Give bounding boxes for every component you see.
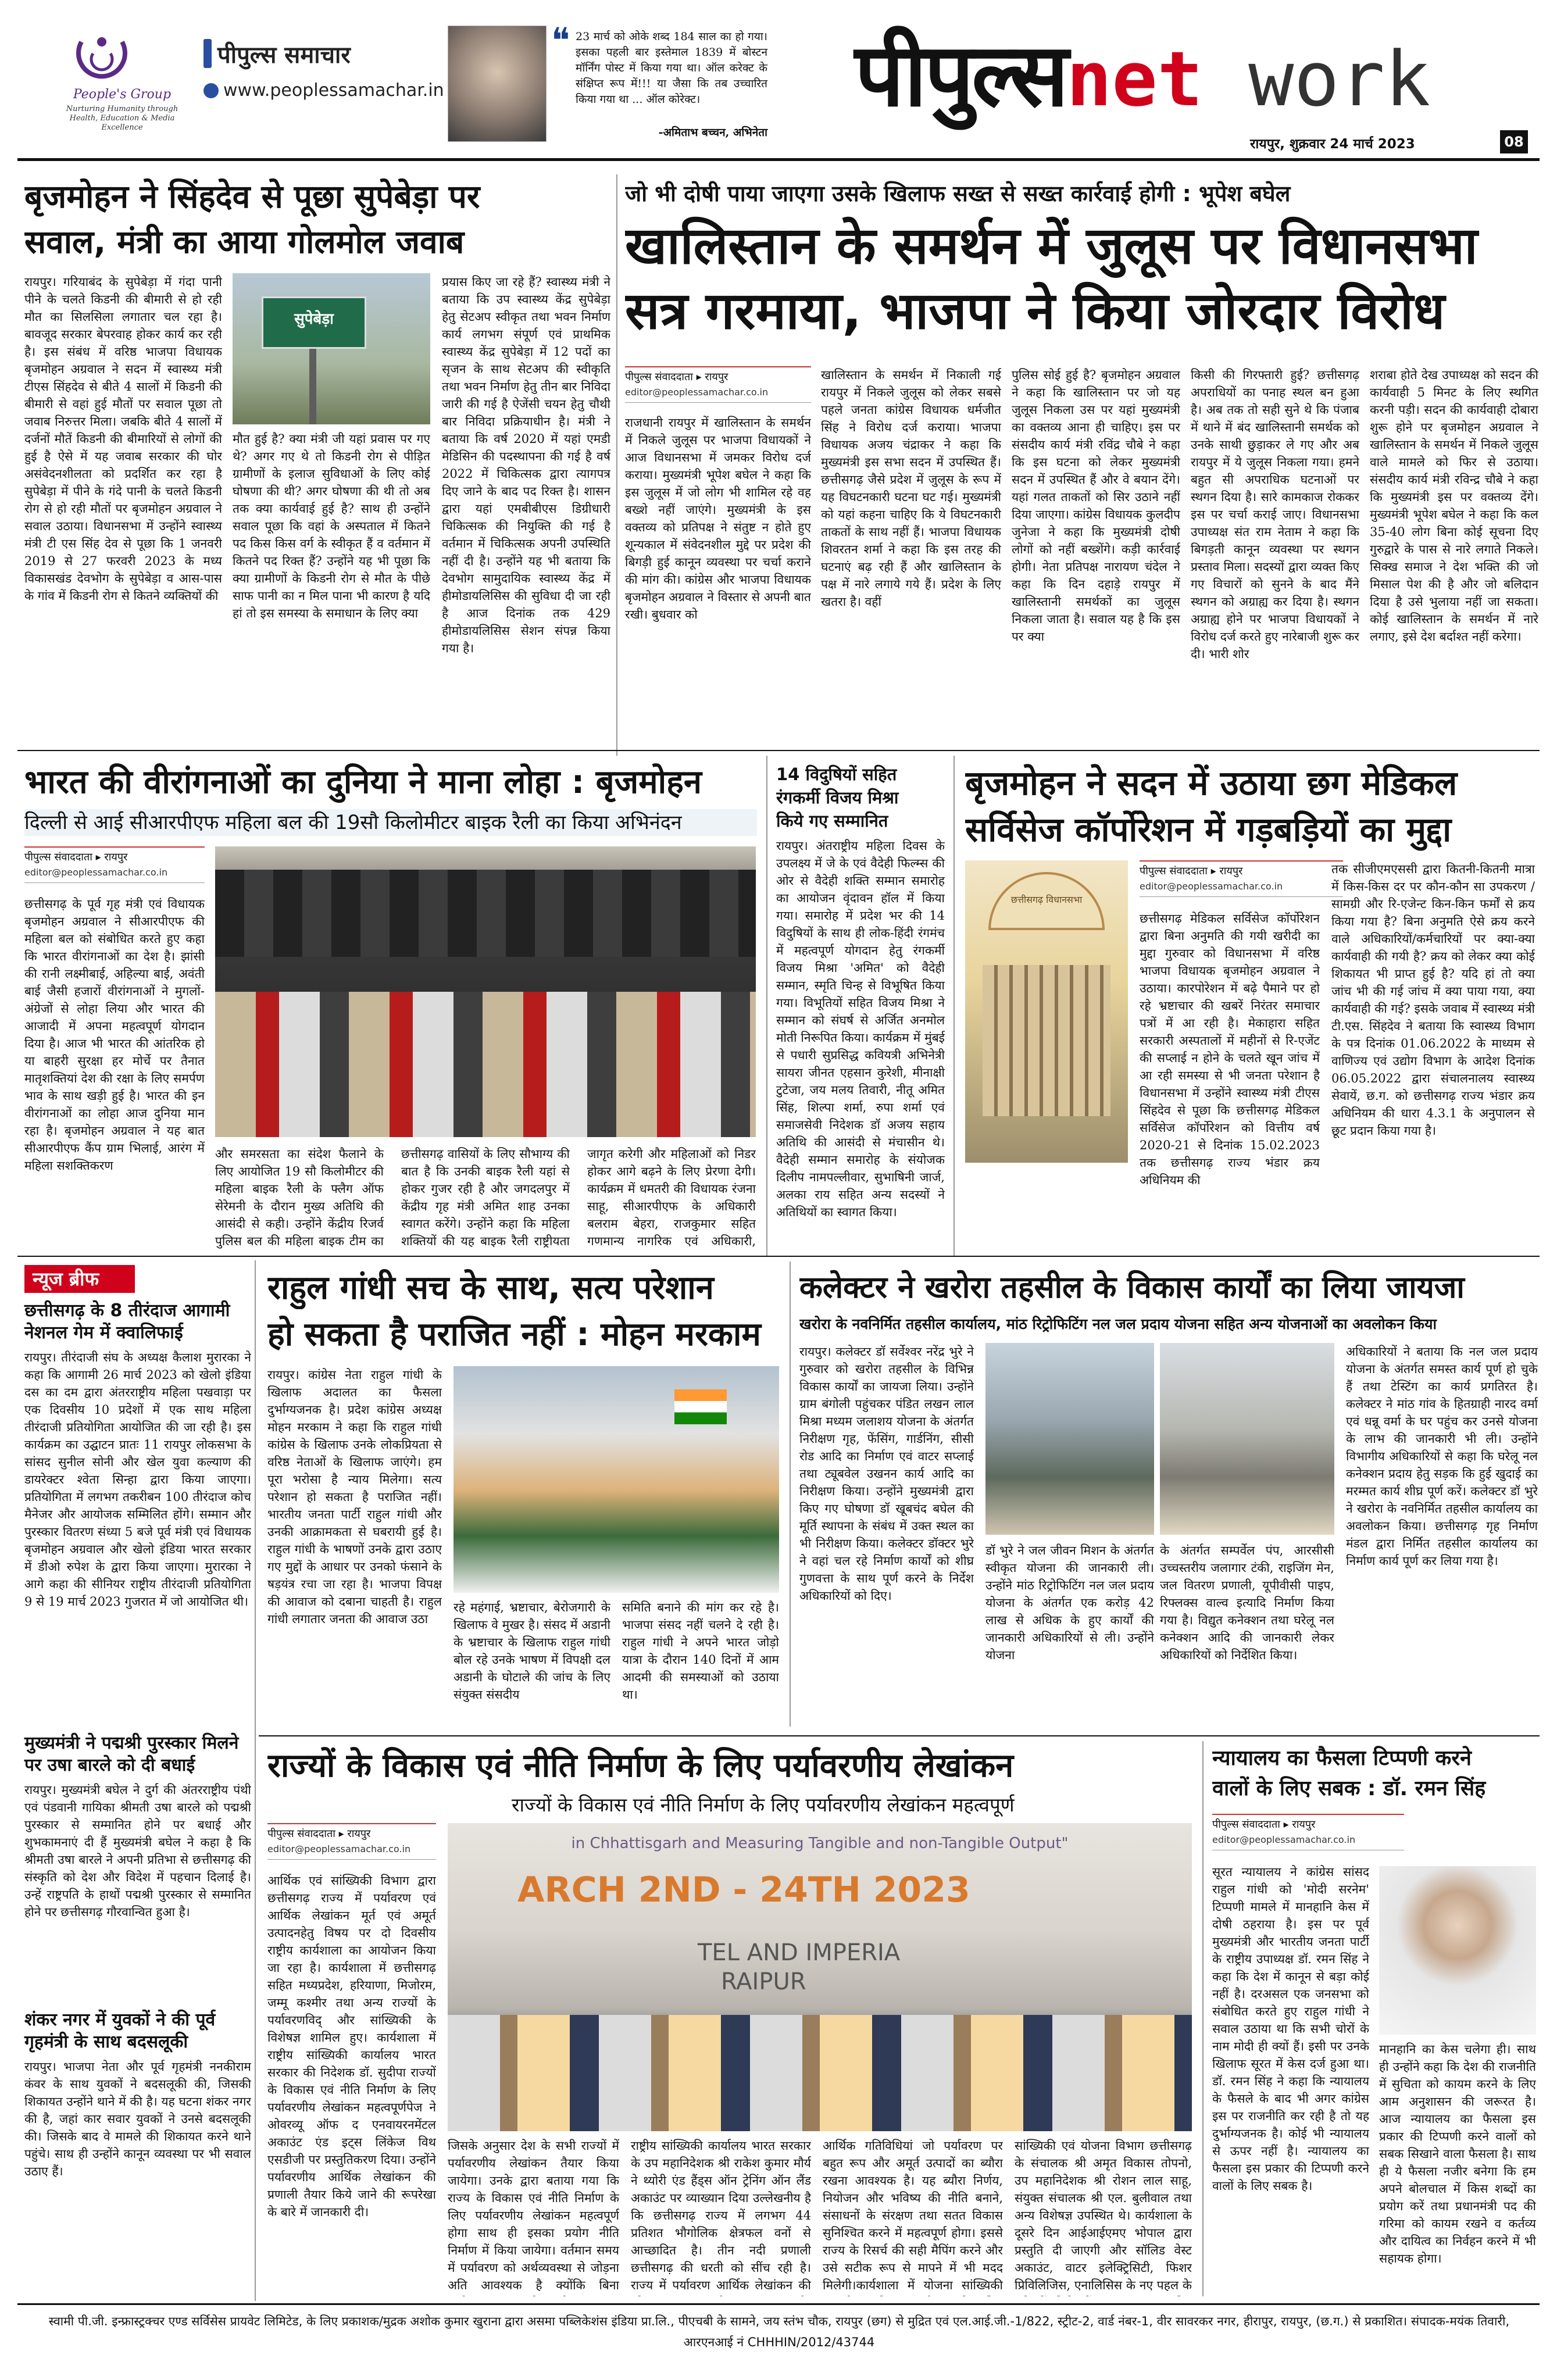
a9-headline-2: वालों के लिए सबक : डॉ. रमन सिंह bbox=[1212, 1777, 1486, 1800]
a1-headline-2: सवाल, मंत्री का आया गोलमोल जवाब bbox=[24, 223, 465, 260]
a1-col-2: मौत हुई है? क्या मंत्री जी यहां प्रवास पर गए थे? अगर गए थे तो किडनी रोग से पीड़ित ग्रामीणों के इलाज सुविधाओं के लिए कोई घोषणा की थी? अगर घोषणा की थी तो अब तक क्या कार्यवाई हुई है? साथ ही उन्होंने सवाल पूछा कि वहां के अस्पताल में कितने पद किस किस वर्ग के स्वीकृत हैं व वर्तमान में कितने पद रिक्त हैं? उन्होंने यह भी पूछा कि क्या ग्रामीणों के किडनी रोग से मौत के पीछे साफ पानी का न मिल पाना भी कारण है यदि हां तो इस समस्या के समाधान के लिए क्या bbox=[233, 432, 430, 620]
a9-col-2: मानहानि का केस चलेगा ही। साथ ही उन्होंने कहा कि देश की राजनीति में सुचिता को कायम करने के लिए आम अनुशासन की जरूरत है। आज न्यायालय का फैसला इस प्रकार की टिप्पणी करने वालों को सबक सिखाने वाला फैसला है। साथ ही ये फैसला नजीर बनेगा कि हम अपने बोलचाल में किस शब्दों का प्रयोग करें तथा प्रधानमंत्री पद की गरिमा को कायम रखने व कर्तव्य और दायित्व का निर्वहन करने में भी सहायक होगा। bbox=[1379, 2042, 1536, 2265]
a6-col-2: रहे महंगाई, भ्रष्टाचार, बेरोजगारी के खिलाफ वे मुखर है। संसद में अडानी के भ्रष्टाचार के खिलाफ राहुल गांधी बोल रहे उनके भाषण में विपक्षी दल अडानी के घोटाले की जांच के लिए संयुक्त संसदीय bbox=[453, 1600, 610, 1702]
a3-headline: भारत की वीरांगनाओं का दुनिया ने माना लोहा : बृजमोहन bbox=[24, 763, 702, 801]
a8-col-1: आर्थिक एवं सांख्यिकी विभाग द्वारा छत्तीसगढ़ राज्य में पर्यावरण एवं आर्थिक लेखांकन मूर्त एवं अमूर्त उत्पादनहेतु विषय पर दो दिवसीय राष्ट्रीय कार्यशाला का आयोजन किया जा रहा है। कार्यशाला में छत्तीसगढ़ सहित मध्यप्रदेश, हरियाणा, मिजोरम, जम्मू कश्मीर तथा अन्य राज्यों के पर्यावरणविद् और सांख्यिकी के विशेषज्ञ शामिल हुए। कार्यशाला में राष्ट्रीय सांख्यिकी कार्यालय भारत सरकार की निदेशक डॉ. सुदीपा राज्यों के विकास एवं नीति निर्माण के लिए पर्यावरणीय लेखांकन महत्वपूर्णपेज ने ओवरव्यू ऑफ द एनवायरनमेंटल अकाउंट एंड इट्स लिंकेज विथ एसडीजी पर प्रस्तुतिकरण दिया। उन्होंने पर्यावरणीय आर्थिक लेखांकन की प्रणाली तैयार किये जाने की रूपरेखा के बारे में जानकारी दी। bbox=[267, 1874, 436, 2219]
a6-col-1: रायपुर। कांग्रेस नेता राहुल गांधी के खिलाफ अदालत का फैसला दुर्भाग्यजनक है। प्रदेश कांग्रेस अध्यक्ष मोहन मरकाम ने कहा कि राहुल गांधी कांग्रेस के खिलाफ उनके लोकप्रियता से वरिष्ठ नेताओं के खिलाफ जाएंगे। हम पूरा भरोसा है न्याय मिलेगा। सत्य परेशान हो सकता है पराजित नहीं। भारतीय जनता पार्टी राहुल गांधी और उनकी आक्रामकता से घबरायी हुई है। राहुल गांधी के भाषणों उनके द्वारा उठाए गए मुद्दों के आधार पर उनको फंसाने के षड़यंत्र रचा जा रहा है। भाजपा विपक्ष की आवाज को दबाना चाहती है। राहुल गांधी लगातार जनता की आवाज उठा bbox=[267, 1368, 442, 1626]
a5-col-1-main: छत्तीसगढ़ मेडिकल सर्विसेज कॉर्पोरेशन द्वारा बिना अनुमति की गयी खरीदी का मुद्दा गुरुवार को विधानसभा में वरिष्ठ भाजपा विधायक बृजमोहन अग्रवाल ने उठाया। कारपोरेशन में बढ़े पैमाने पर हो रहे भ्रष्टाचार की खबरें निरंतर समाचार पत्रों में आ रही है। मेकाहारा सहित सरकारी अस्पतालों में महीनों से रि-एजेंट की सप्लाई न होने के चलते खून जांच में आ रही समस्या से भी जनता परेशान है विधानसभा में उन्होंने स्वास्थ्य मंत्री टीएस सिंहदेव से पूछा कि छत्तीसगढ़ मेडिकल सर्विसेज कॉर्पोरेशन को वित्तीय वर्ष 2020-21 से दिनांक 15.02.2023 तक छत्तीसगढ़ राज्य भंडार क्रय अधिनियम की bbox=[1140, 912, 1320, 1187]
a7-photo-collector-visit-1 bbox=[985, 1343, 1154, 1535]
a2-byline-name: पीपुल्स संवाददाता bbox=[625, 371, 693, 383]
rule-a8-a9 bbox=[1202, 1741, 1204, 2296]
footer-imprint: स्वामी पी.जी. इन्फ्रास्ट्रक्चर एण्ड सर्विसेस प्रायवेट लिमिटेड, के लिए प्रकाशक/मुद्रक अशोक कुमार खुराना द्वारा असमा पब्लिकेशंस इंडिया प्रा.लि., पीएचबी के सामने, जय स्तंभ चौक, रायपुर (छग) से मुद्रित एवं एल.आई.जी.-1/822, स्ट्रीट-2, वार्ड नंबर-1, वीर सावरकर नगर, हीरापुर, रायपुर, (छ.ग.) से प्रकाशित। संपादक-मयंक तिवारी, आरएनआई नं CHHHIN/2012/43744 bbox=[48, 2314, 1510, 2349]
masthead-rule bbox=[17, 158, 1540, 161]
a2-kicker: जो भी दोषी पाया जाएगा उसके खिलाफ सख्त से सख्त कार्रवाई होगी : भूपेश बघेल bbox=[625, 181, 1291, 206]
a9-headline-1: न्यायालय का फैसला टिप्पणी करने bbox=[1212, 1746, 1472, 1770]
a7-headline: कलेक्टर ने खरोरा तहसील के विकास कार्यों का लिया जायजा bbox=[799, 1270, 1465, 1305]
a5-photo-vidhansabha bbox=[965, 860, 1128, 1163]
a8-byline: पीपुल्स संवाददाता ▸ रायपुर editor@peoplessamachar.co.in bbox=[267, 1823, 436, 1860]
signboard bbox=[262, 296, 366, 349]
a9-byline: पीपुल्स संवाददाता ▸ रायपुर editor@peoplessamachar.co.in bbox=[1212, 1814, 1404, 1850]
a1-col-1: रायपुर। गरियाबंद के सुपेबेड़ा में गंदा पानी पीने के चलते किडनी की बीमारी से हो रही मौत का सिलसिला लगातार चल रहा है। बावजूद सरकार बेपरवाह होकर कार्य कर रही है। इस संबंध में वरिष्ठ भाजपा विधायक बृजमोहन अग्रवाल ने सदन में स्वास्थ्य मंत्री टीएस सिंहदेव से बीते 4 सालों में किडनी की बीमारी से वहां हुई मौतों पर सवाल पूछा तो जवाब निरुत्तर मिला। जबकि बीते 4 सालों में दर्जनों मौतें किडनी की बीमारियों से लोगों की हुई है ऐसे में यह जवाब सरकार की घोर असंवेदनशीलता को प्रदर्शित कर रहा है सुपेबेड़ा में पीने के गंदे पानी के चलते किडनी रोग से हो रही मौतों पर बृजमोहन अग्रवाल ने सवाल उठाया। विधानसभा में उन्होंने स्वास्थ्य मंत्री टी एस सिंह देव से पूछा कि 1 जनवरी 2019 से 27 फरवरी 2023 के मध्य विकासखंड देवभोग के सुपेबेड़ा व आस-पास के गांव में किडनी रोग से कितने व्यक्तियों की bbox=[24, 275, 222, 603]
protest-flag bbox=[674, 1389, 727, 1424]
a4-headline-2: रंगकर्मी विजय मिश्रा bbox=[776, 788, 899, 807]
paper-mark-icon bbox=[203, 39, 212, 68]
brief-item-2-heading: मुख्यमंत्री ने पद्मश्री पुरस्कार मिलने पर उषा बारले को दी बधाई bbox=[24, 1733, 239, 1775]
a2-col-2: खालिस्तान के समर्थन में निकाली गई रायपुर में निकले जुलूस को लेकर सबसे पहले जनता कांग्रेस विधायक धर्मजीत सिंह ने विरोध दर्ज कराया। भाजपा विधायक अजय चंद्राकर ने कहा कि मुख्यमंत्री इस सभा सदन में उपस्थित हैं। छत्तीसगढ़ जैसे प्रदेश में जुलूस के रूप में यह विघटनकारी घटना घट गई। मुख्यमंत्री को यहां कहना चाहिए कि ये विघटनकारी ताकतों के साथ नहीं हैं। भाजपा विधायक शिवरतन शर्मा ने कहा कि इस तरह की घटनाएं बढ़ रही हैं और खालिस्तान के पक्ष में नारे लगाये गये हैं। प्रदेश के लिए खतरा है। वहीं bbox=[821, 368, 1001, 609]
rule-a3-a4 bbox=[766, 756, 767, 1256]
crowd-row-2 bbox=[215, 992, 756, 1137]
a6-photo-congress-protest bbox=[453, 1366, 779, 1593]
group-name: People's Group bbox=[73, 87, 172, 102]
quote-portrait bbox=[448, 26, 547, 142]
workshop-banner-line-1: in Chhattisgarh and Measuring Tangible and non-Tangible Output" bbox=[571, 1835, 1069, 1852]
a2-col-1: राजधानी रायपुर में खालिस्तान के समर्थन में निकले जुलूस पर भाजपा विधायकों ने आज विधानसभा में जमकर विरोध दर्ज कराया। मुख्यमंत्री भूपेश बघेल ने कहा कि इस जुलूस में जो लोग भी शामिल रहे वह बख्शे नहीं जाएंगे। मुख्यमंत्री के इस वक्तव्य को प्रतिपक्ष ने संतुष्ट न होते हुए शून्यकाल में संवेदनशील मुद्दे पर प्रदेश की बिगड़ी हुई कानून व्यवस्था पर चर्चा कराने की मांग की। कांग्रेस और भाजपा विधायक बृजमोहन अग्रवाल ने विस्तार से अपनी बात रखी। बुधवार को bbox=[625, 416, 811, 621]
a8-col-4: आर्थिक गतिविधियां जो पर्यावरण पर बहुत रूप और अमूर्त उत्पादों का ब्यौरा रखना आवश्यक है। यह ब्यौरा निर्णय, नियोजन और भविष्य की नीति बनाने, संसाधनों के संरक्षण तथा सतत विकास सुनिश्चित करने में महत्वपूर्ण होगा। इससे राज्य के रिसर्च की सही मैपिंग करने और उसे सटीक रूप से मापने में भी मदद मिलेगी।कार्यशाला में योजना सांख्यिकी bbox=[823, 2139, 1003, 2292]
rule-row-1 bbox=[17, 750, 1540, 751]
dateline: रायपुर, शुक्रवार 24 मार्च 2023 bbox=[1250, 137, 1415, 152]
brief-item-3-text: रायपुर। भाजपा नेता और पूर्व गृहमंत्री ननकीराम कंवर के साथ युवकों ने बदसलूकी की, जिसकी शिकायत उन्होंने थाने में की है। यह घटना शंकर नगर की है, जहां कार सवार युवकों ने उनसे बदसलूकी की। जिसके बाद वे मामले की शिकायत करने थाने पहुंचे। साथ ही उन्होंने कानून व्यवस्था पर भी सवाल उठाए हैं। bbox=[24, 2060, 251, 2178]
workshop-banner-line-2: ARCH 2ND - 24TH 2023 bbox=[517, 1870, 970, 1910]
workshop-panel bbox=[448, 2015, 1192, 2131]
a5-byline: पीपुल्स संवाददाता ▸ रायपुर editor@peoplessamachar.co.in bbox=[1140, 860, 1343, 897]
a5-headline-2: सर्विसेज कॉर्पोरेशन में गड़बड़ियों का मुद्दा bbox=[965, 810, 1452, 849]
a3-col-3: छत्तीसगढ़ वासियों के लिए सौभाग्य की बात है कि उनकी बाइक रैली यहां से होकर गुजर रही है और जगदलपुर में केंद्रीय गृह मंत्री अमित शाह उनका स्वागत करेंगे। उन्होंने कहा कि महिला शक्तियों की यह बाइक रैली राष्ट्रीयता bbox=[401, 1147, 570, 1248]
a2-col-4: किसी की गिरफ्तारी हुई? छत्तीसगढ़ अपराधियों का पनाह स्थल बन हुआ है। अब तक तो सही सुने थे कि पंजाब में थाने में बंद खालिस्तानी समर्थक को उनके साथी छुड़ाकर ले गए और अब रायपुर में ये जुलूस निकला गया। हमने बहुत सी अपराधिक घटनाओं पर स्थगन दिया है। सारे कामकाज रोककर इस पर चर्चा कराई जाए। विधानसभा उपाध्यक्ष संत राम नेताम ने कहा कि बिगड़ती कानून व्यवस्था पर स्थगन प्रस्ताव मिला। सदस्यों द्वारा व्यक्त किए गए विचारों को सुनने के बाद मैंने स्थगन को अग्राह्य कर दिया है। स्थगन अग्राह्य होने पर भाजपा विधायकों ने विरोध दर्ज करते हुए नारेबाजी शुरू कर दी। भारी शोर bbox=[1191, 368, 1359, 661]
a8-col-2: जिसके अनुसार देश के सभी राज्यों में पर्यावरणीय लेखांकन तैयार किया जायेगा। उनके द्वारा बताया गया कि राज्य के विकास एवं नीति निर्माण के लिए पर्यावरणीय लेखांकन महत्वपूर्ण होगा साथ ही इसका प्रयोग नीति निर्माण में किया जायेगा। वर्तमान समय में पर्यावरण को अर्थव्यवस्था से जोड़ना अति आवश्यक है क्योंकि बिना bbox=[448, 2139, 619, 2292]
paper-name: पीपुल्स समाचार bbox=[217, 41, 351, 69]
quote-author: -अमिताभ बच्चन, अभिनेता bbox=[658, 126, 767, 139]
paper-logo bbox=[203, 36, 424, 71]
a6-headline-1: राहुल गांधी सच के साथ, सत्य परेशान bbox=[267, 1269, 714, 1307]
a6-headline-2: हो सकता है पराजित नहीं : मोहन मरकाम bbox=[267, 1316, 761, 1353]
page-number: 08 bbox=[1500, 130, 1528, 153]
a4-headline-1: 14 विदुषियों सहित bbox=[776, 764, 897, 784]
a6-col-3: समिति बनाने की मांग कर रहे है। भाजपा संसद नहीं चलने दे रही है। राहुल गांधी ने अपने भारत जोड़ो यात्रा के दौरान 140 दिनों में आम आदमी की समस्याओं को उठाया था। bbox=[622, 1600, 779, 1702]
a7-subheadline: खरोरा के नवनिर्मित तहसील कार्यालय, मांठ रिट्रोफिटिंग नल जल प्रदाय योजना सहित अन्य योजनाओं का अवलोकन किया bbox=[799, 1316, 1437, 1332]
a2-headline-1: खालिस्तान के समर्थन में जुलूस पर विधानसभा bbox=[625, 216, 1478, 276]
brand-logo bbox=[855, 17, 1430, 134]
a5-col-3: तक सीजीएमएससी द्वारा कितनी-कितनी मात्रा में किस-किस दर पर कौन-कौन सा उपकरण / सामग्री और रि-एजेन्ट किन-किन फर्मों से क्रय किया गया है? बिना अनुमति ऐसे क्रय करने वाले अधिकारियों/कर्मचारियों पर क्या-क्या कार्यवाही की गयी है? क्रय को लेकर क्या कोई शिकायत भी प्राप्त हुई है? यदि हां तो क्या जांच भी की गई जांच में क्या पाया गया, क्या कार्यवाही की गई? इसके जवाब में स्वास्थ्य मंत्री टी.एस. सिंहदेव ने बताया कि स्वास्थ्य विभाग के पत्र दिनांक 01.06.2022 के माध्यम से वाणिज्य एवं उद्योग विभाग के आदेश दिनांक 06.05.2022 द्वारा संचालनालय स्वास्थ्य सेवायें, छ.ग. को छत्तीसगढ़ राज्य भंडार क्रय अधिनियम की धारा 4.3.1 के अनुपालन से छूट प्रदान किया गया है। bbox=[1331, 862, 1535, 1138]
quote-mark-icon: ❝ bbox=[551, 20, 570, 61]
a8-subheadline: राज्यों के विकास एवं नीति निर्माण के लिए पर्यावरणीय लेखांकन महत्वपूर्ण bbox=[512, 1793, 1015, 1816]
a7-col-1: रायपुर। कलेक्टर डॉ सर्वेश्वर नरेंद्र भुरे ने गुरुवार को खरोरा तहसील के विभिन्न विकास कार्यों का जायजा लिया। उन्होंने ग्राम बंगोली पहुंचकर पंडित लखन लाल मिश्रा मध्यम जलाशय योजना के अंतर्गत निरीक्षण गृह, फेंसिंग, गार्डनिंग, सीसी रोड आदि का निर्माण एवं वाटर सप्लाई तथा ट्यूबवेल उखनन कार्य आदि का निरीक्षण किया। उन्होंने मुख्यमंत्री द्वारा किए गए घोषणा डॉ खूबचंद बघेल की मूर्ति स्थापना के संबंध में उक्त स्थल का भी निरीक्षण किया। कलेक्टर डॉक्टर भुरे ने वहां चल रहे निर्माण कार्यों को शीघ्र गुणवत्ता के साथ पूर्ण करने के निर्देश अधिकारियों को दिए। bbox=[799, 1345, 974, 1603]
a3-byline-city: रायपुर bbox=[104, 851, 128, 863]
a3-col-4: जागृत करेगी और महिलाओं को निडर होकर आगे बढ़ने के लिए प्रेरणा देगी। कार्यक्रम में धमतरी की विधायक रंजना साहू, सीआरपीएफ के अधिकारी बलराम बेहरा, राजकुमार सहित गणमान्य नागरिक एवं अधिकारी, bbox=[587, 1147, 756, 1248]
news-brief-title: न्यूज ब्रीफ bbox=[24, 1265, 135, 1293]
a3-byline-email: editor@peoplessamachar.co.in bbox=[24, 867, 168, 878]
signboard-post bbox=[309, 349, 316, 424]
a3-byline-name: पीपुल्स संवाददाता bbox=[24, 851, 92, 863]
signboard-text: सुपेबेड़ा bbox=[294, 310, 334, 328]
website-text: www.peoplessamachar.in bbox=[223, 80, 444, 101]
website-link[interactable] bbox=[203, 80, 444, 101]
rule-a4-a5 bbox=[954, 756, 955, 1256]
group-tagline: Nurturing Humanity through Health, Education & Media Excellence bbox=[66, 105, 178, 132]
a5-byline-name: पीपुल्स संवाददाता bbox=[1140, 865, 1208, 877]
workshop-banner-line-3: TEL AND IMPERIA bbox=[698, 1939, 901, 1966]
rule-a6-a7 bbox=[790, 1262, 791, 1727]
brand-work: work bbox=[1202, 35, 1431, 123]
brief-item-1-text: रायपुर। तीरंदाजी संघ के अध्यक्ष कैलाश मुरारका ने कहा कि आगामी 26 मार्च 2023 को खेलो इंडिया दस का दम द्वारा अंतरराष्ट्रीय महिला पखवाड़ा पर एक दिवसीय 10 प्रदेशों में एक साथ महिला तीरंदाजी प्रतियोगिता आयोजित की जा रही है। इस कार्यक्रम का उद्घाटन प्रातः 11 रायपुर लोकसभा के सांसद सुनील सोनी और खेल युवा कल्याण की डायरेक्टर श्वेता सिन्हा द्वारा किया जाएगा। प्रतियोगिता में लगभग तकरीबन 100 तीरंदाज कोच मैनेजर और आयोजक सम्मिलित होंगे। सम्मान और पुरस्कार वितरण संध्या 5 बजे पूर्व मंत्री एवं विधायक बृजमोहन अग्रवाल और खेलो इंडिया भारत सरकार में डीओ रुपेश के द्वारा किया जाएगा। मुरारका ने आगे कहा की सीनियर राष्ट्रीय तीरंदाजी प्रतियोगिता 9 से 19 मार्च 2023 गुजरात में जो आयोजित थी। bbox=[24, 1350, 251, 1609]
a7-photo-collector-visit-2 bbox=[1160, 1343, 1334, 1535]
a5-headline-1: बृजमोहन ने सदन में उठाया छग मेडिकल bbox=[965, 763, 1458, 803]
a3-subheadline: दिल्ली से आई सीआरपीएफ महिला बल की 19सौ किलोमीटर बाइक रैली का किया अभिनंदन bbox=[24, 809, 757, 836]
a9-byline-email: editor@peoplessamachar.co.in bbox=[1212, 1834, 1356, 1845]
a9-col-1: सूरत न्यायालय ने कांग्रेस सांसद राहुल गांधी को 'मोदी सरनेम' टिप्पणी मामले में मानहानि केस में दोषी ठहराया है। इस पर पूर्व मुख्यमंत्री और भारतीय जनता पार्टी के राष्ट्रीय उपाध्यक्ष डॉ. रमन सिंह ने कहा कि देश में कानून से बड़ा कोई नहीं है। दरअसल एक जनसभा को संबोधित करते हुए राहुल गांधी ने सवाल उठाया था कि सभी चोरों के नाम मोदी ही क्यों हैं। इसी पर उनके खिलाफ सूरत में केस दर्ज हुआ था। डॉ. रमन सिंह ने कहा कि न्यायालय के फैसले के बाद भी अगर कांग्रेस इस पर राजनीति कर रही है तो यह दुर्भाग्यजनक है। कोई भी न्यायालय से ऊपर नहीं है। न्यायालय का फैसला इस प्रकार की टिप्पणी करने वालों के लिए सबक है। bbox=[1212, 1865, 1369, 2193]
a8-headline: राज्यों के विकास एवं नीति निर्माण के लिए पर्यावरणीय लेखांकन bbox=[267, 1747, 1014, 1785]
assembly-emblem-text: छत्तीसगढ़ विधानसभा bbox=[1010, 894, 1083, 905]
a1-headline-1: बृजमोहन ने सिंहदेव से पूछा सुपेबेड़ा पर bbox=[24, 178, 480, 215]
brand-main: पीपुल्स bbox=[855, 25, 1067, 126]
peoples-group-logo-icon bbox=[70, 36, 134, 88]
rule-row-2 bbox=[17, 1256, 1540, 1257]
a2-byline-city: रायपुर bbox=[705, 371, 728, 383]
workshop-banner-line-4: RAIPUR bbox=[721, 1968, 806, 1995]
rule-a1-a2 bbox=[616, 174, 617, 756]
a8-byline-email: editor@peoplessamachar.co.in bbox=[267, 1843, 411, 1854]
rule-row-3 bbox=[259, 1735, 1540, 1736]
a3-byline: पीपुल्स संवाददाता ▸ रायपुर editor@peoplessamachar.co.in bbox=[24, 846, 205, 883]
quote-text: 23 मार्च को ओके शब्द 184 साल का हो गया। इसका पहली बार इस्तेमाल 1839 में बोस्टन मॉर्निंग पोस्ट में किया गया था। ऑल करेक्ट के संक्षिप्त रूप में!!! या जैसा कि तब उच्चारित किया गया था ... ऑल कोरेक्ट। bbox=[576, 30, 767, 106]
a8-photo-workshop-stage bbox=[448, 1823, 1192, 2131]
a5-byline-city: रायपुर bbox=[1219, 865, 1243, 877]
a2-col-3: पुलिस सोई हुई है? बृजमोहन अग्रवाल ने कहा कि खालिस्तान पर जो यह जुलूस निकला उस पर यहां मुख्यमंत्री का वक्तव्य आना ही चाहिए। इस पर संसदीय कार्य मंत्री रविंद्र चौबे ने कहा कि इस घटना को लेकर मुख्यमंत्री सदन में उपस्थित हैं और वे बयान देंगे। यहां गलत ताकतों को सिर उठाने नहीं दिया जाएगा। कांग्रेस विधायक कुलदीप जुनेजा ने कहा कि मुख्यमंत्री दोषी लोगों को नहीं बख्शेंगे। कड़ी कार्रवाई होगी। नेता प्रतिपक्ष नारायण चंदेल ने कहा कि दिन दहाड़े रायपुर में खालिस्तानी समर्थकों का जुलूस निकला जाता है। सवाल यह है कि इस पर क्या bbox=[1012, 368, 1180, 644]
a4-col-1: रायपुर। अंतराष्ट्रीय महिला दिवस के उपलक्ष्य में जे के एवं वैदेही फिल्म्स की ओर से वैदेही शक्ति सम्मान समारोह का आयोजन वृंदावन हॉल में किया गया। समारोह में प्रदेश भर की 14 विदुषियों के साथ ही लोक-हिंदी रंगमंच में महत्वपूर्ण योगदान हेतु रंगकर्मी विजय मिश्रा 'अमित' को वैदेही सम्मान, स्मृति चिन्ह से विभूषित किया गया। विभूतियों सहित विजय मिश्रा ने सम्मान को संघर्ष से अर्जित अनमोल मोती निरूपित किया। कार्यक्रम में मुंबई से पधारी सुप्रसिद्ध कवियत्री अभिनेत्री सायरा जीनत एहसान कुरेशी, मीनाक्षी टुटेजा, जय मलय तिवारी, नीतू अमित सिंह, शिल्पा शर्मा, रुपा शर्मा एवं समाजसेवी निदेशक डॉ अजय सहाय अतिथि की आसंदी से मंचासीन थे। वैदेही सम्मान समारोह के संयोजक दिलीप नामपल्लीवार, सुभाषिनी जार्ज, अलका राय सहित अन्य सदस्यों ने अतिथियों का स्वागत किया। bbox=[776, 839, 945, 1219]
assembly-building bbox=[983, 965, 1110, 1116]
a3-col-2: और समरसता का संदेश फैलाने के लिए आयोजित 19 सौ किलोमीटर की महिला बाइक रैली के फ्लैग ऑफ सेरेमनी के दौरान मुख्य अतिथि की आसंदी से कही। उन्होंने केंद्रीय रिजर्व पुलिस बल की महिला बाइक टीम का bbox=[215, 1147, 384, 1248]
a5-byline-email: editor@peoplessamachar.co.in bbox=[1140, 881, 1283, 892]
a7-col-3: के अंतर्गत सम्पर्वेल पंप, आरसीसी उच्चस्तरीय जलागार टंकी, राइजिंग मेन, जल वितरण प्रणाली, यूपीवीसी पाइप, रिफ्लक्स वाल्व इत्यादि निर्माण किया गया है। विद्युत कनेक्शन तथा घरेलू नल कनेक्शन आदि की जानकारी लेकर अधिकारियों को निर्देशित किया। bbox=[1160, 1543, 1334, 1662]
a4-headline-3: किये गए सम्मानित bbox=[776, 811, 888, 831]
a8-col-5: सांख्यिकी एवं योजना विभाग छत्तीसगढ़ के संचालक श्री अमृत विकास तोपनो, उप महानिदेशक श्री रोशन लाल साहू, संयुक्त संचालक श्री एल. बुलीवाल तथा अन्य विशेषज्ञ उपस्थित थे। कार्यशाला के दूसरे दिन आईआईएमए भोपाल द्वारा प्रस्तुति दी जाएगी और सॉलिड वेस्ट अकाउंट, वाटर इलेक्ट्रिसिटी, फिशर प्रिविलिजिस, एनालिसिस के नए पहल के bbox=[1015, 2139, 1192, 2292]
a8-byline-city: रायपुर bbox=[347, 1828, 371, 1840]
a9-byline-name: पीपुल्स संवाददाता bbox=[1212, 1818, 1280, 1831]
a8-byline-name: पीपुल्स संवाददाता bbox=[267, 1828, 335, 1840]
a2-byline-email: editor@peoplessamachar.co.in bbox=[625, 387, 769, 398]
crowd-row-1 bbox=[215, 870, 756, 957]
a3-photo-crpf-team bbox=[215, 846, 756, 1137]
brief-item-1-heading: छत्तीसगढ़ के 8 तीरंदाज आगामी नेशनल गेम में क्वालिफाई bbox=[24, 1300, 230, 1343]
brand-net: net bbox=[1066, 35, 1203, 123]
globe-icon bbox=[203, 83, 219, 98]
footer-rule bbox=[17, 2303, 1540, 2305]
a2-col-5: शराबा होते देख उपाध्यक्ष को सदन की कार्यवाही 5 मिनट के लिए स्थगित करनी पड़ी। सदन की कार्यवाही दोबारा शुरू होने पर बृजमोहन अग्रवाल ने खालिस्तान के समर्थन में निकले जुलूस वाले मामले को फिर से उठाया। संसदीय कार्य मंत्री रविन्द्र चौबे ने कहा कि मुख्यमंत्री इस पर वक्तव्य देंगे। मुख्यमंत्री भूपेश बघेल ने कहा कि कल 35-40 लोग बिना कोई सूचना दिए गुरुद्वारे के पास से नारे लगाते निकले। सिक्ख समाज ने देश भक्ति की जो मिसाल पेश की है और जो बलिदान दिया है उसे भुलाया नहीं जा सकता। कोई खालिस्तान के समर्थन में नारे लगाए, इसे देश बर्दाश्त नहीं करेगा। bbox=[1370, 368, 1538, 644]
a2-headline-2: सत्र गरमाया, भाजपा ने किया जोरदार विरोध bbox=[625, 281, 1445, 341]
a7-col-2: डॉ भुरे ने जल जीवन मिशन के अंतर्गत स्वीकृत योजना की जानकारी ली। उन्होंने मांठ रिट्रोफिटिंग नल जल प्रदाय योजना के अंतर्गत एक करोड़ 42 लाख से अधिक के हुए कार्यों की जानकारी अधिकारियों से ली। उन्होंने योजना bbox=[985, 1543, 1154, 1662]
brief-item-2-text: रायपुर। मुख्यमंत्री बघेल ने दुर्ग की अंतरराष्ट्रीय पंथी एवं पंडवानी गायिका श्रीमती उषा बारले को पद्मश्री पुरस्कार से सम्मानित होने पर बधाई और शुभकामनाएं दी हैं मुख्यमंत्री बघेल ने कहा है कि श्रीमती उषा बारले ने अपनी प्रतिभा से छत्तीसगढ़ की संस्कृति को देश और विदेश में पहचान दिलाई है। उन्हें राष्ट्रपति के हाथों पद्मश्री पुरस्कार से सम्मानित होने पर छत्तीसगढ़ गौरवान्वित हुआ है। bbox=[24, 1783, 251, 1919]
a1-col-3: प्रयास किए जा रहे हैं? स्वास्थ्य मंत्री ने बताया कि उप स्वास्थ्य केंद्र सुपेबेड़ा हेतु सेटअप स्वीकृत तथा भवन निर्माण कार्य लगभग संपूर्ण एवं प्राथमिक स्वास्थ्य केंद्र सुपेबेड़ा में 12 पदों का सृजन के साथ सेटअप की स्वीकृति तथा भवन निर्माण हेतु तीन बार निविदा जारी की गई है ऐजेंसी चयन हेतु चौथी बार निविदा प्रक्रियाधीन है। मंत्री ने बताया कि वर्ष 2020 में यहां एमडी मेडिसिन की पदस्थापना की गई है वर्ष 2022 में चिकित्सक द्वारा त्यागपत्र दिए जाने के बाद पद रिक्त है। शासन द्वारा यहां एमबीबीएस डिग्रीधारी चिकित्सक की नियुक्ति की गई है वर्तमान में चिकित्सक अपनी उपस्थिति नहीं दी है। उन्होंने यह भी बताया कि देवभोग सामुदायिक स्वास्थ्य केंद्र में हीमोडायलिसिस की सुविधा दी जा रही है आज दिनांक तक 429 हीमोडायलिसिस सेशन संपन्न किया गया है। bbox=[442, 275, 610, 655]
masthead bbox=[0, 0, 1557, 164]
brief-item-3-heading: शंकर नगर में युवकों ने की पूर्व गृहमंत्री के साथ बदसलूकी bbox=[24, 2010, 216, 2052]
a2-byline: पीपुल्स संवाददाता ▸ रायपुर editor@peoplessamachar.co.in bbox=[625, 366, 811, 403]
a1-photo-signboard bbox=[233, 273, 430, 424]
a7-col-4: अधिकारियों ने बताया कि नल जल प्रदाय योजना के अंतर्गत समस्त कार्य पूर्ण हो चुके हैं तथा टेस्टिंग का कार्य प्रगतिरत है। कलेक्टर ने मांठ गांव के हितग्राही नारद वर्मा एवं धन्नू वर्मा के घर पहुंच कर उनसे योजना के लाभ की जानकारी भी ली। उन्होंने विभागीय अधिकारियों से कहा कि घरेलू नल कनेक्शन प्रदाय हेतु सड़क कि हुई खुदाई का मरम्मत कार्य शीघ्र पूर्ण करें। कलेक्टर डॉ भुरे ने खरोरा के नवनिर्मित तहसील कार्यालय का अवलोकन किया। छत्तीसगढ़ गृह निर्माण मंडल द्वारा निर्मित तहसील कार्यालय का निर्माण कार्य पूर्ण कर लिया गया है। bbox=[1346, 1345, 1538, 1568]
a9-byline-city: रायपुर bbox=[1292, 1818, 1316, 1831]
a8-col-3: राष्ट्रीय सांख्यिकी कार्यालय भारत सरकार के उप महानिदेशक श्री राकेश कुमार मौर्य ने थ्योरी एंड हैंड्स ऑन ट्रेनिंग ऑन लैंड अकाउंट पर व्याख्यान दिया उल्लेखनीय है कि छत्तीसगढ़ राज्य में लगभग 44 प्रतिशत भौगोलिक क्षेत्रफल वनों से आच्छादित है। तीन नदी प्रणाली छत्तीसगढ़ की धरती को सींच रही है। राज्य में पर्यावरण आर्थिक लेखांकन की bbox=[631, 2139, 811, 2292]
a9-photo-raman-singh bbox=[1379, 1866, 1536, 2035]
a3-col-1: छत्तीसगढ़ के पूर्व गृह मंत्री एवं विधायक बृजमोहन अग्रवाल ने सीआरपीएफ की महिला बल को संबोधित करते हुए कहा कि भारत वीरांगनाओं का देश है। झांसी की रानी लक्ष्मीबाई, अहिल्या बाई, अवंती बाई जैसी हजारों वीरांगनाओं ने मुगलों-अंग्रेजों से लोहा लिया और भारत की आजादी में अपना महत्वपूर्ण योगदान दिया है। आज भी भारत की आंतरिक हो या बाहरी सुरक्षा हर मोर्चे पर तैनात मातृशक्तियां देश की रक्षा के लिए समर्पण भाव के साथ खड़ी हुई है। भारत की इन वीरांगनाओं का लोहा आज दुनिया मान रहा है। बृजमोहन अग्रवाल ने यह बात सीआरपीएफ कैंप ग्राम भिलाई, आरंग में महिला सशक्तिकरण bbox=[24, 897, 205, 1173]
